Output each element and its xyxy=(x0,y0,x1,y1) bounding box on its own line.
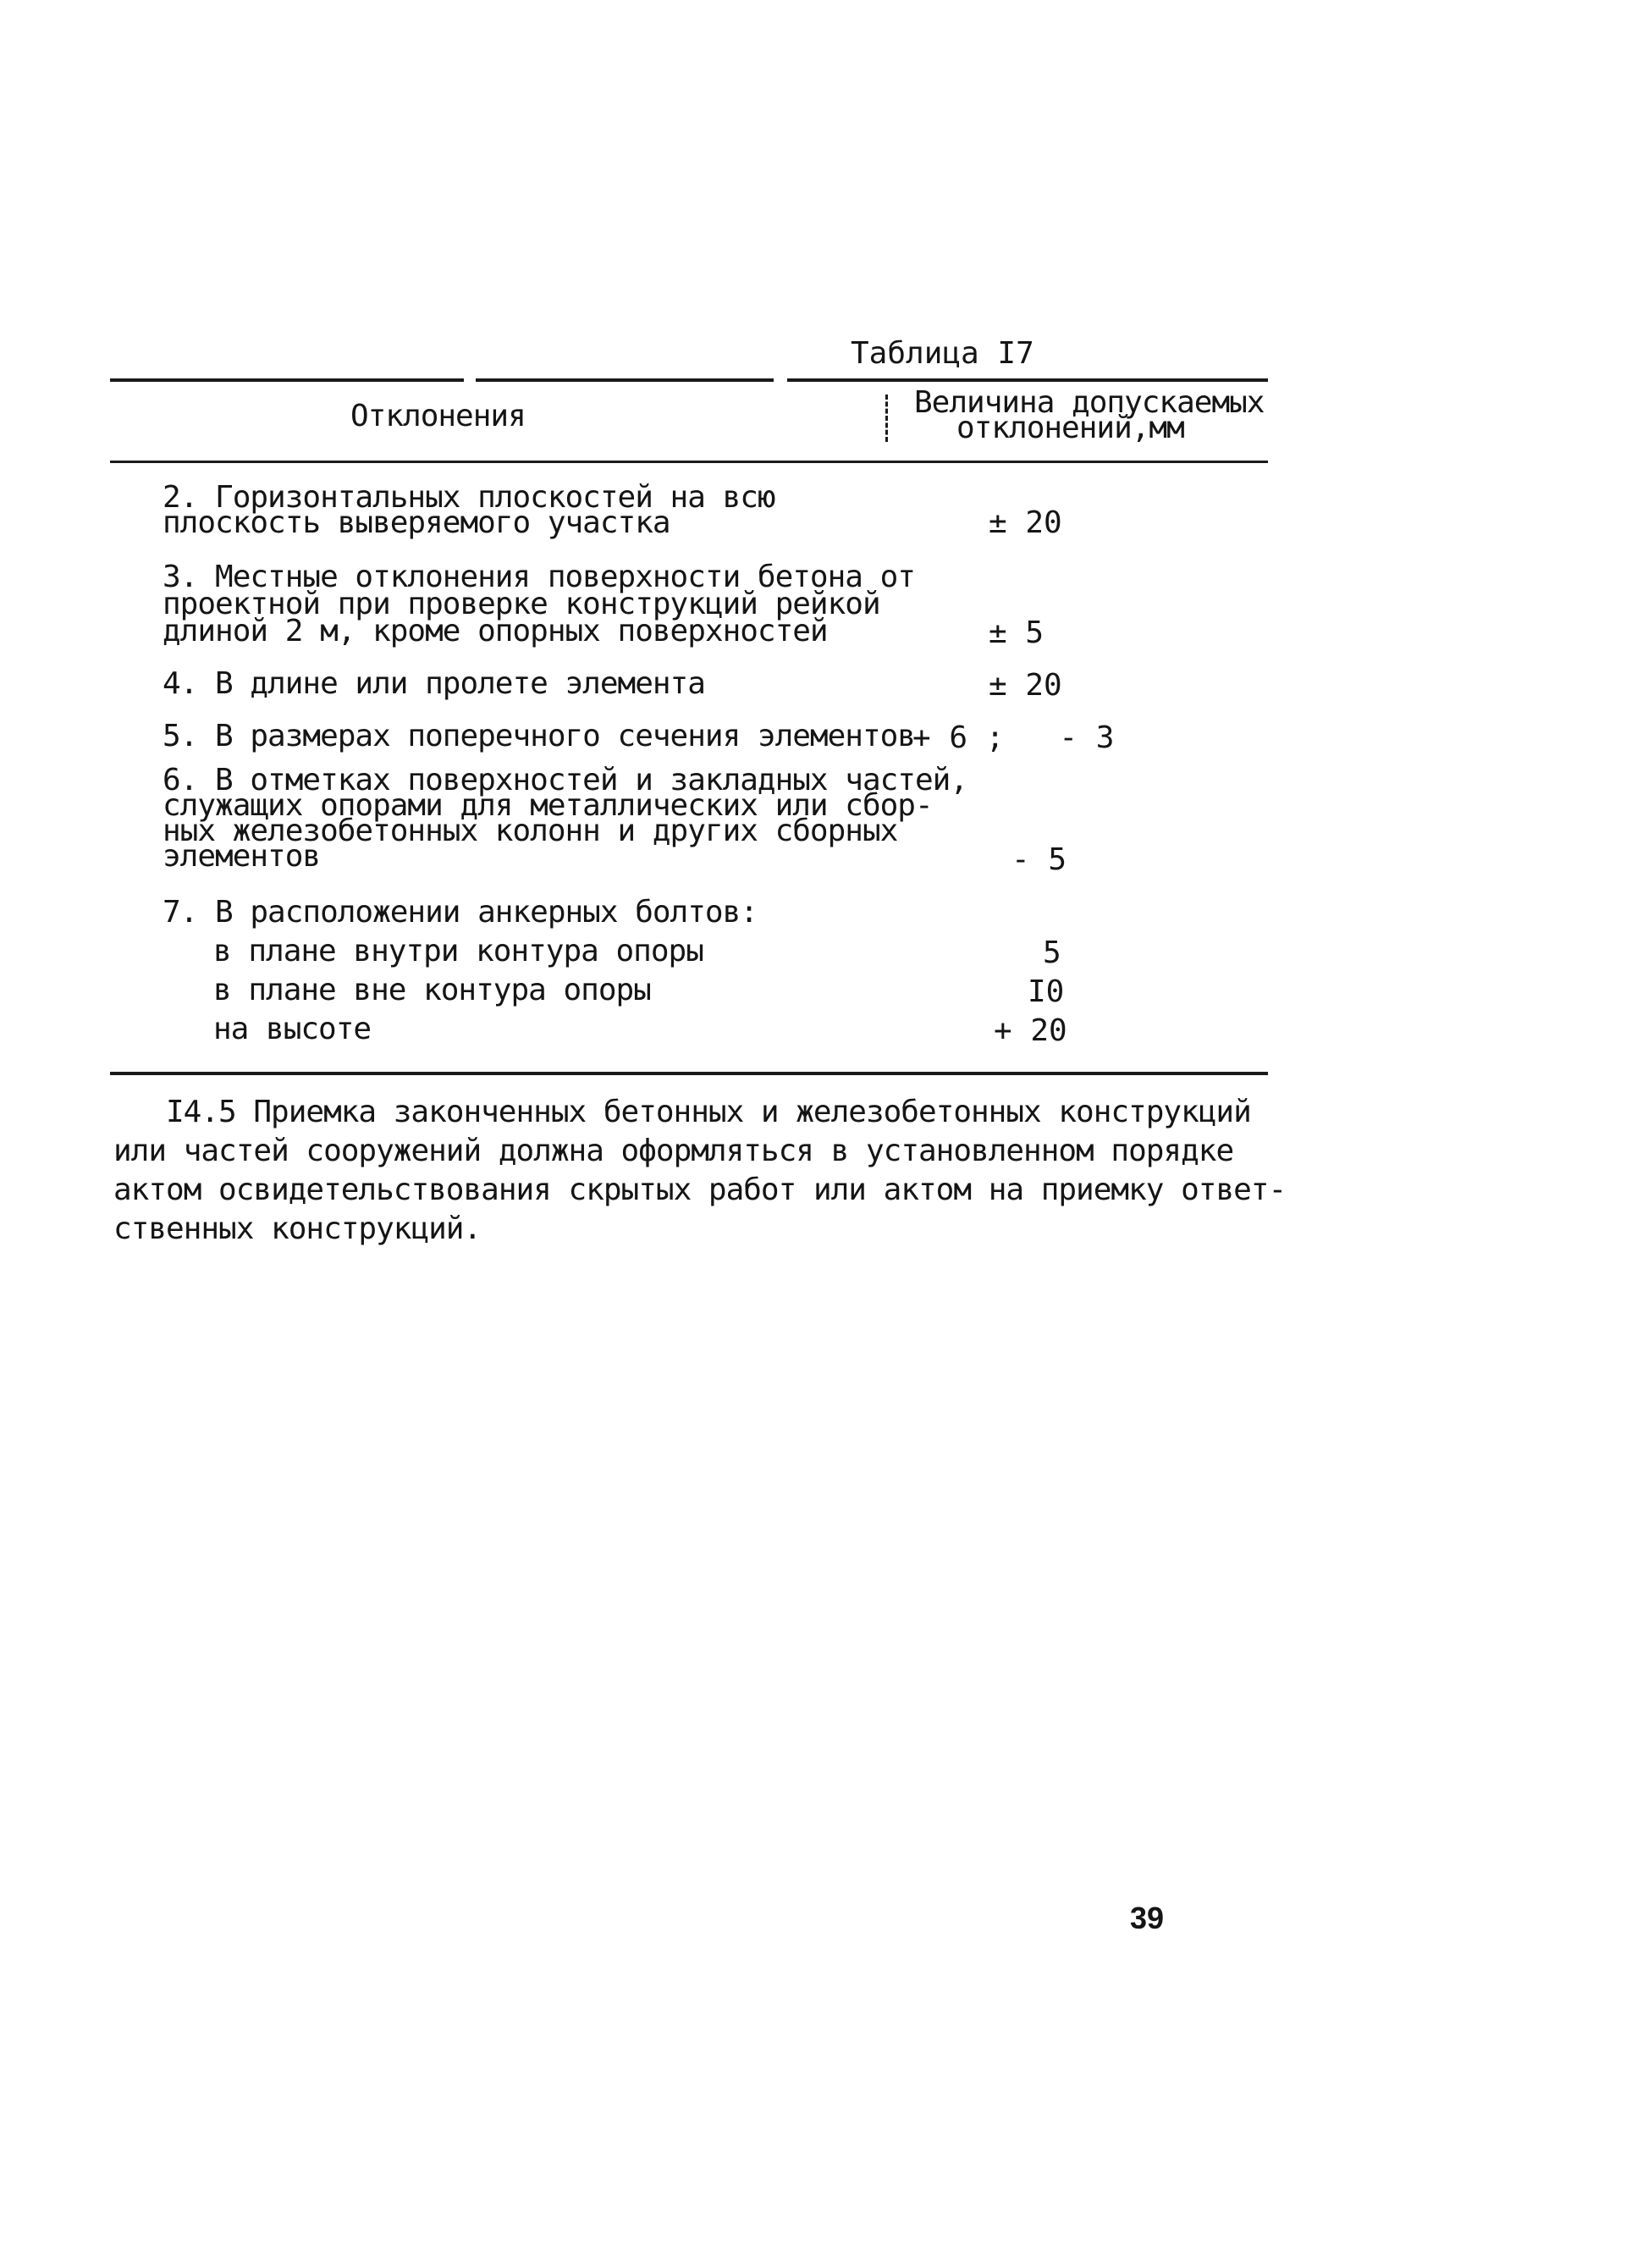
table-header-deviations: Отклонения xyxy=(350,399,526,433)
row-value: ± 5 xyxy=(989,615,1044,650)
row-text-line: плоскость выверяемого участка xyxy=(163,505,670,540)
row-value: + 6 ; - 3 xyxy=(912,720,1115,755)
row-value: 5 xyxy=(1043,935,1061,970)
row-text-line: элементов xyxy=(163,839,321,874)
row-text-line: 4. В длине или пролете элемента xyxy=(163,666,705,701)
table-header-separator xyxy=(885,395,888,442)
table-top-rule-right xyxy=(787,378,1268,382)
row-text-line: 5. В размерах поперечного сечения элементов xyxy=(163,719,915,753)
row-text-line: служащих опорами для металлических или сбор- xyxy=(163,788,933,823)
table-header-values-line2: отклонений,мм xyxy=(956,411,1184,445)
table-caption: Таблица I7 xyxy=(851,336,1034,371)
row-value: ± 20 xyxy=(989,505,1062,540)
row-text-line: в плане внутри контура опоры xyxy=(213,934,703,968)
row-text-line: 2. Горизонтальных плоскостей на всю xyxy=(163,480,775,515)
table-header-values-line1: Величина допускаемых xyxy=(914,385,1265,420)
row-text-line: на высоте xyxy=(213,1012,372,1046)
row-text-line: проектной при проверке конструкций рейкой xyxy=(163,587,880,621)
paragraph-line: актом освидетельствования скрытых работ или актом на приемку ответ- xyxy=(113,1173,1287,1207)
paragraph-line: или частей сооружений должна оформляться в установленном порядке xyxy=(113,1134,1234,1168)
row-text-line: ных железобетонных колонн и других сборных xyxy=(163,814,898,848)
row-value: I0 xyxy=(1028,974,1065,1009)
row-text-line: 3. Местные отклонения поверхности бетона от xyxy=(163,560,915,594)
row-value: ± 20 xyxy=(989,668,1062,703)
table-header-rule xyxy=(110,461,1268,463)
paragraph-line: ственных конструкций. xyxy=(113,1211,482,1246)
table-bottom-rule xyxy=(110,1072,1268,1075)
row-value: + 20 xyxy=(994,1013,1067,1048)
row-text-line: 6. В отметках поверхностей и закладных частей, xyxy=(163,763,967,797)
row-text-line: 7. В расположении анкерных болтов: xyxy=(163,895,758,930)
row-text-line: в плане вне контура опоры xyxy=(213,973,651,1007)
page-number: 39 xyxy=(1130,1901,1165,1935)
table-top-rule-middle xyxy=(476,378,774,382)
row-text-line: длиной 2 м, кроме опорных поверхностей xyxy=(163,614,828,648)
paragraph-line: I4.5 Приемка законченных бетонных и железобетонных конструкций xyxy=(166,1095,1251,1129)
table-top-rule-left xyxy=(110,378,464,382)
row-value: - 5 xyxy=(1011,842,1067,877)
